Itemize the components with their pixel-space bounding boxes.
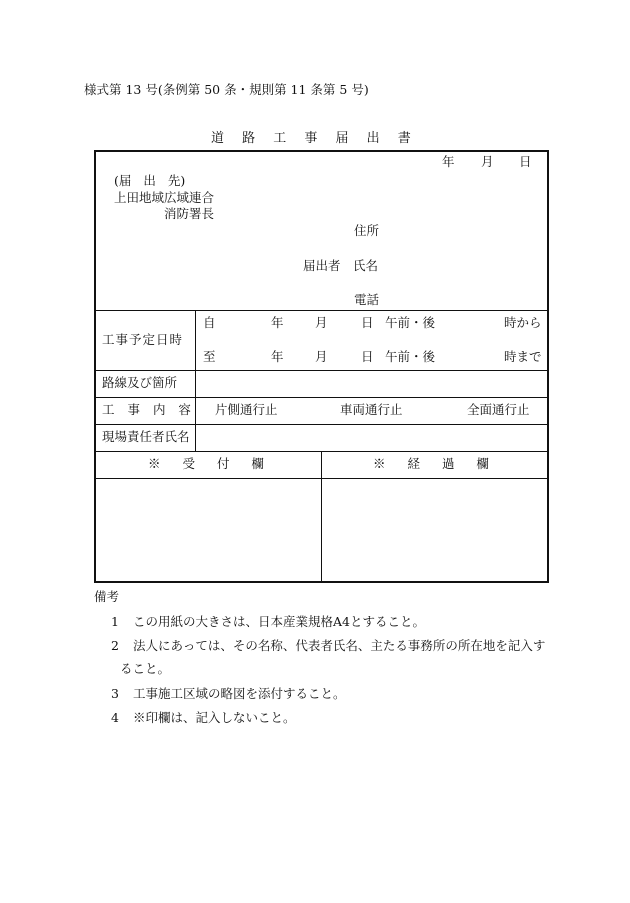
work-label: 工 事 内 容	[102, 402, 191, 417]
row-divider	[95, 370, 548, 371]
to-month: 月	[315, 349, 328, 364]
from-month: 月	[315, 315, 328, 330]
receipt-label: ※ 受 付 欄	[148, 456, 264, 471]
work-option-full: 全面通行止	[467, 402, 530, 417]
remark-text: 法人にあっては、その名称、代表者氏名、主たる事務所の所在地を記入す	[133, 638, 546, 653]
center-divider	[321, 452, 322, 583]
work-option-vehicles: 車両通行止	[340, 402, 403, 417]
remark-text: 工事施工区域の略図を添付すること。	[133, 686, 346, 701]
remark-text: この用紙の大きさは、日本産業規格A4とすること。	[133, 614, 425, 629]
address-label: 住所	[354, 223, 380, 238]
form-number: 様式第 13 号(条例第 50 条・規則第 11 条第 5 号)	[84, 82, 369, 97]
remarks-heading: 備考	[94, 589, 120, 604]
to-year: 年	[271, 349, 284, 364]
remark-text: ※印欄は、記入しないこと。	[133, 710, 296, 725]
row-divider	[95, 424, 548, 425]
remark-text-continuation: ること。	[120, 661, 171, 676]
work-option-one-side: 片側通行止	[215, 402, 278, 417]
document-title: 道 路 工 事 届 出 書	[211, 131, 411, 146]
from-ampm: 午前・後	[385, 315, 436, 330]
addressee-org: 上田地域広域連合	[114, 190, 215, 205]
to-suffix: 時まで	[504, 349, 542, 364]
from-year: 年	[271, 315, 284, 330]
row-divider	[95, 397, 548, 398]
date-month: 月	[481, 154, 494, 169]
remark-number: 3	[111, 686, 119, 701]
date-year: 年	[442, 154, 455, 169]
to-ampm: 午前・後	[385, 349, 436, 364]
notifier-label: 届出者	[303, 258, 341, 273]
progress-label: ※ 経 過 欄	[373, 456, 489, 471]
phone-label: 電話	[354, 292, 380, 307]
date-day: 日	[519, 154, 532, 169]
remark-number: 4	[111, 710, 119, 725]
row-divider	[95, 310, 548, 311]
from-prefix: 自	[203, 315, 216, 330]
remark-number: 1	[111, 614, 119, 629]
manager-label: 現場責任者氏名	[102, 429, 190, 444]
addressee-label: (届 出 先)	[114, 173, 186, 188]
to-day: 日	[361, 349, 374, 364]
from-suffix: 時から	[504, 315, 542, 330]
route-label: 路線及び箇所	[102, 375, 178, 390]
name-label: 氏名	[353, 258, 379, 273]
to-prefix: 至	[203, 349, 216, 364]
addressee-title: 消防署長	[164, 206, 215, 221]
label-column-divider	[195, 311, 196, 451]
remark-number: 2	[111, 638, 119, 653]
schedule-label: 工事予定日時	[102, 332, 184, 347]
from-day: 日	[361, 315, 374, 330]
